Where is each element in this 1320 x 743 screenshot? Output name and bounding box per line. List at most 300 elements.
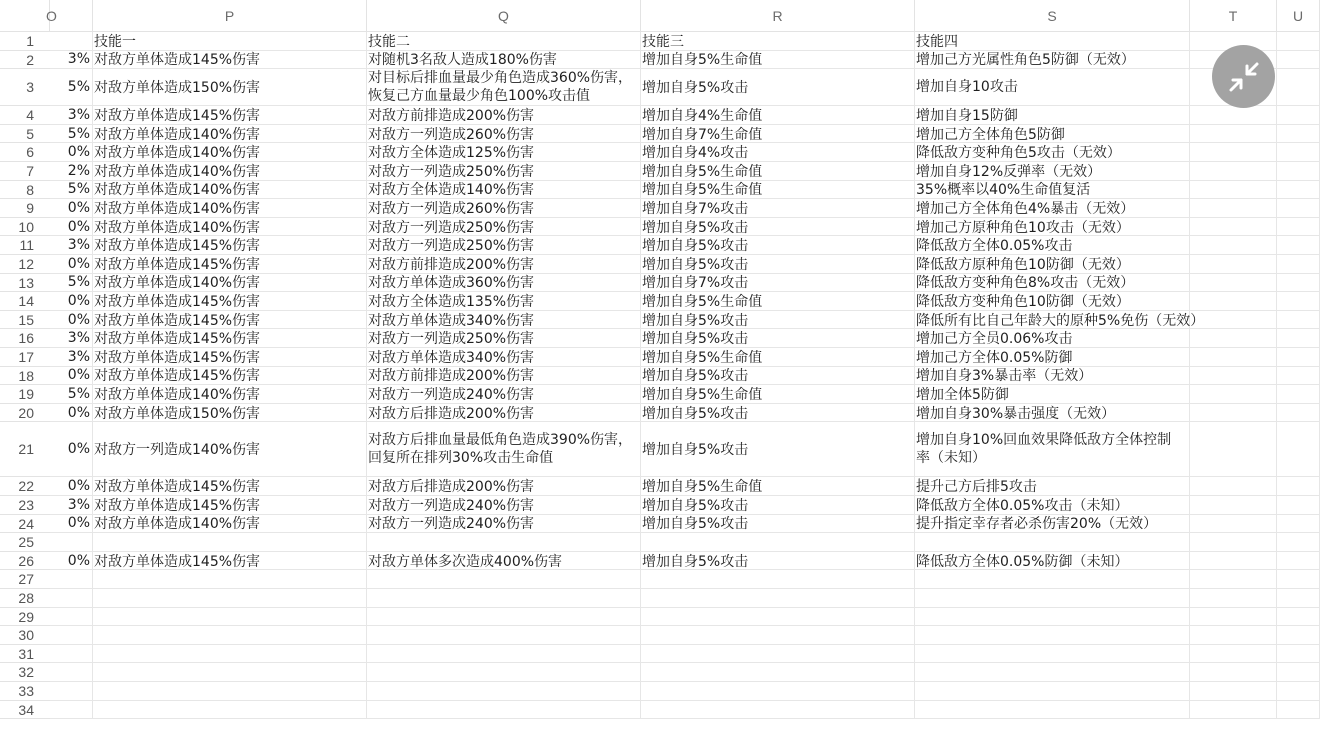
row-header[interactable]: 4 bbox=[0, 106, 50, 125]
cell-o-5[interactable] bbox=[50, 125, 93, 144]
cell-q-29[interactable] bbox=[367, 608, 641, 627]
cell-r-18[interactable] bbox=[641, 367, 915, 386]
cell-u-30[interactable] bbox=[1277, 626, 1320, 645]
cell-s-33[interactable] bbox=[915, 682, 1190, 701]
cell-t-23[interactable] bbox=[1190, 496, 1277, 515]
cell-t-13[interactable] bbox=[1190, 274, 1277, 293]
cell-s-12[interactable] bbox=[915, 255, 1190, 274]
row-header[interactable]: 20 bbox=[0, 404, 50, 423]
cell-text: 增加自身7%生命值 bbox=[642, 126, 763, 143]
cell-text: 对敌方单体造成145%伤害 bbox=[94, 107, 261, 124]
cell-p-5[interactable] bbox=[93, 125, 367, 144]
cell-r-33[interactable] bbox=[641, 682, 915, 701]
select-all-corner[interactable] bbox=[0, 0, 50, 32]
cell-q-18[interactable] bbox=[367, 367, 641, 386]
cell-r-11[interactable] bbox=[641, 236, 915, 255]
row-header[interactable]: 10 bbox=[0, 218, 50, 237]
cell-o-18[interactable] bbox=[50, 367, 93, 386]
cell-u-13[interactable] bbox=[1277, 274, 1320, 293]
row-header[interactable]: 15 bbox=[0, 311, 50, 330]
cell-o-30[interactable] bbox=[50, 626, 93, 645]
cell-o-27[interactable] bbox=[50, 570, 93, 589]
cell-t-20[interactable] bbox=[1190, 404, 1277, 423]
cell-r-21[interactable] bbox=[641, 422, 915, 477]
cell-r-22[interactable] bbox=[641, 477, 915, 496]
cell-o-11[interactable] bbox=[50, 236, 93, 255]
cell-u-3[interactable] bbox=[1277, 69, 1320, 106]
cell-text: 增加自身5%攻击 bbox=[642, 497, 749, 514]
column-header-u[interactable]: U bbox=[1277, 0, 1320, 32]
cell-q-30[interactable] bbox=[367, 626, 641, 645]
cell-q-23[interactable] bbox=[367, 496, 641, 515]
cell-u-15[interactable] bbox=[1277, 311, 1320, 330]
cell-r-34[interactable] bbox=[641, 701, 915, 720]
cell-q-25[interactable] bbox=[367, 533, 641, 552]
cell-s-18[interactable] bbox=[915, 367, 1190, 386]
cell-o-10[interactable] bbox=[50, 218, 93, 237]
cell-s-28[interactable] bbox=[915, 589, 1190, 608]
cell-o-15[interactable] bbox=[50, 311, 93, 330]
cell-r-5[interactable] bbox=[641, 125, 915, 144]
cell-q-15[interactable] bbox=[367, 311, 641, 330]
row-header[interactable]: 27 bbox=[0, 570, 50, 589]
cell-r-9[interactable] bbox=[641, 199, 915, 218]
cell-q-3[interactable] bbox=[367, 69, 641, 106]
cell-t-27[interactable] bbox=[1190, 570, 1277, 589]
cell-p-16[interactable] bbox=[93, 329, 367, 348]
cell-s-11[interactable] bbox=[915, 236, 1190, 255]
cell-t-5[interactable] bbox=[1190, 125, 1277, 144]
cell-t-15[interactable] bbox=[1190, 311, 1277, 330]
row-header[interactable]: 19 bbox=[0, 385, 50, 404]
cell-u-14[interactable] bbox=[1277, 292, 1320, 311]
cell-s-19[interactable] bbox=[915, 385, 1190, 404]
cell-q-6[interactable] bbox=[367, 143, 641, 162]
cell-p-2[interactable] bbox=[93, 51, 367, 70]
cell-s-10[interactable] bbox=[915, 218, 1190, 237]
cell-p-8[interactable] bbox=[93, 181, 367, 200]
cell-t-10[interactable] bbox=[1190, 218, 1277, 237]
cell-t-11[interactable] bbox=[1190, 236, 1277, 255]
row-header[interactable]: 32 bbox=[0, 663, 50, 682]
cell-r-6[interactable] bbox=[641, 143, 915, 162]
cell-s-17[interactable] bbox=[915, 348, 1190, 367]
cell-text: 增加自身5%攻击 bbox=[642, 405, 749, 422]
cell-u-18[interactable] bbox=[1277, 367, 1320, 386]
cell-o-24[interactable] bbox=[50, 515, 93, 534]
cell-s-27[interactable] bbox=[915, 570, 1190, 589]
cell-o-32[interactable] bbox=[50, 663, 93, 682]
row-header[interactable]: 21 bbox=[0, 422, 50, 477]
cell-p-32[interactable] bbox=[93, 663, 367, 682]
cell-s-3[interactable] bbox=[915, 69, 1190, 106]
cell-u-12[interactable] bbox=[1277, 255, 1320, 274]
cell-u-34[interactable] bbox=[1277, 701, 1320, 720]
cell-r-10[interactable] bbox=[641, 218, 915, 237]
cell-o-33[interactable] bbox=[50, 682, 93, 701]
cell-o-17[interactable] bbox=[50, 348, 93, 367]
row-header[interactable]: 23 bbox=[0, 496, 50, 515]
row-header[interactable]: 3 bbox=[0, 69, 50, 106]
cell-r-2[interactable] bbox=[641, 51, 915, 70]
cell-r-4[interactable] bbox=[641, 106, 915, 125]
cell-s-32[interactable] bbox=[915, 663, 1190, 682]
cell-r-8[interactable] bbox=[641, 181, 915, 200]
column-header-o[interactable] bbox=[46, 0, 93, 32]
cell-u-5[interactable] bbox=[1277, 125, 1320, 144]
cell-p-12[interactable] bbox=[93, 255, 367, 274]
cell-p-6[interactable] bbox=[93, 143, 367, 162]
cell-s-7[interactable] bbox=[915, 162, 1190, 181]
cell-q-21[interactable] bbox=[367, 422, 641, 477]
cell-u-27[interactable] bbox=[1277, 570, 1320, 589]
cell-r-17[interactable] bbox=[641, 348, 915, 367]
cell-t-34[interactable] bbox=[1190, 701, 1277, 720]
cell-o-19[interactable] bbox=[50, 385, 93, 404]
row-header[interactable]: 12 bbox=[0, 255, 50, 274]
cell-text: 对敌方单体造成145%伤害 bbox=[94, 312, 261, 329]
column-header-q[interactable]: Q bbox=[367, 0, 641, 32]
cell-r-23[interactable] bbox=[641, 496, 915, 515]
cell-r-14[interactable] bbox=[641, 292, 915, 311]
cell-text: 对敌方一列造成250%伤害 bbox=[368, 238, 535, 255]
row-header[interactable]: 33 bbox=[0, 682, 50, 701]
cell-q-9[interactable] bbox=[367, 199, 641, 218]
row-header[interactable]: 22 bbox=[0, 477, 50, 496]
cell-r-27[interactable] bbox=[641, 570, 915, 589]
cell-t-26[interactable] bbox=[1190, 552, 1277, 571]
cell-u-1[interactable] bbox=[1277, 32, 1320, 51]
cell-q-19[interactable] bbox=[367, 385, 641, 404]
cell-u-4[interactable] bbox=[1277, 106, 1320, 125]
cell-p-28[interactable] bbox=[93, 589, 367, 608]
cell-text: 3% bbox=[67, 51, 90, 68]
cell-q-1[interactable] bbox=[367, 32, 641, 51]
cell-o-28[interactable] bbox=[50, 589, 93, 608]
cell-o-3[interactable] bbox=[50, 69, 93, 106]
cell-t-12[interactable] bbox=[1190, 255, 1277, 274]
cell-o-14[interactable] bbox=[50, 292, 93, 311]
cell-text: 增加自身3%暴击率（无效） bbox=[916, 368, 1093, 385]
cell-u-17[interactable] bbox=[1277, 348, 1320, 367]
cell-r-16[interactable] bbox=[641, 329, 915, 348]
cell-r-20[interactable] bbox=[641, 404, 915, 423]
cell-q-4[interactable] bbox=[367, 106, 641, 125]
cell-t-6[interactable] bbox=[1190, 143, 1277, 162]
cell-s-14[interactable] bbox=[915, 292, 1190, 311]
cell-r-3[interactable] bbox=[641, 69, 915, 106]
cell-p-34[interactable] bbox=[93, 701, 367, 720]
exit-fullscreen-button[interactable] bbox=[1212, 45, 1275, 108]
cell-p-23[interactable] bbox=[93, 496, 367, 515]
row-header[interactable]: 30 bbox=[0, 626, 50, 645]
row-header[interactable]: 25 bbox=[0, 533, 50, 552]
cell-p-13[interactable] bbox=[93, 274, 367, 293]
cell-u-24[interactable] bbox=[1277, 515, 1320, 534]
cell-p-14[interactable] bbox=[93, 292, 367, 311]
cell-text: 3% bbox=[67, 330, 90, 347]
row-header[interactable]: 11 bbox=[0, 236, 50, 255]
cell-s-15[interactable] bbox=[915, 311, 1205, 330]
cell-t-9[interactable] bbox=[1190, 199, 1277, 218]
cell-r-29[interactable] bbox=[641, 608, 915, 627]
cell-text: 降低敌方变种角色10防御（无效） bbox=[916, 293, 1130, 310]
cell-o-2[interactable] bbox=[50, 51, 93, 70]
cell-o-1[interactable] bbox=[50, 32, 93, 51]
cell-u-26[interactable] bbox=[1277, 552, 1320, 571]
cell-r-15[interactable] bbox=[641, 311, 915, 330]
cell-o-31[interactable] bbox=[50, 645, 93, 664]
cell-s-25[interactable] bbox=[915, 533, 1190, 552]
cell-r-13[interactable] bbox=[641, 274, 915, 293]
cell-u-2[interactable] bbox=[1277, 51, 1320, 70]
cell-s-9[interactable] bbox=[915, 199, 1190, 218]
cell-s-22[interactable] bbox=[915, 477, 1190, 496]
cell-o-23[interactable] bbox=[50, 496, 93, 515]
cell-q-20[interactable] bbox=[367, 404, 641, 423]
row-header[interactable]: 14 bbox=[0, 292, 50, 311]
cell-p-20[interactable] bbox=[93, 404, 367, 423]
column-header-r[interactable]: R bbox=[641, 0, 915, 32]
cell-r-7[interactable] bbox=[641, 162, 915, 181]
cell-r-30[interactable] bbox=[641, 626, 915, 645]
cell-s-2[interactable] bbox=[915, 51, 1190, 70]
cell-u-28[interactable] bbox=[1277, 589, 1320, 608]
cell-q-28[interactable] bbox=[367, 589, 641, 608]
cell-o-34[interactable] bbox=[50, 701, 93, 720]
cell-s-4[interactable] bbox=[915, 106, 1190, 125]
cell-text: 对敌方单体造成140%伤害 bbox=[94, 145, 261, 162]
cell-q-26[interactable] bbox=[367, 552, 641, 571]
column-header-s[interactable]: S bbox=[915, 0, 1190, 32]
cell-q-10[interactable] bbox=[367, 218, 641, 237]
cell-text: 降低所有比自己年龄大的原种5%免伤（无效） bbox=[916, 312, 1205, 329]
cell-o-9[interactable] bbox=[50, 199, 93, 218]
cell-q-34[interactable] bbox=[367, 701, 641, 720]
cell-t-24[interactable] bbox=[1190, 515, 1277, 534]
cell-t-29[interactable] bbox=[1190, 608, 1277, 627]
cell-q-7[interactable] bbox=[367, 162, 641, 181]
row-header[interactable]: 1 bbox=[0, 32, 50, 51]
cell-t-16[interactable] bbox=[1190, 329, 1277, 348]
cell-u-10[interactable] bbox=[1277, 218, 1320, 237]
cell-text: 5% bbox=[67, 181, 90, 198]
cell-p-18[interactable] bbox=[93, 367, 367, 386]
cell-o-7[interactable] bbox=[50, 162, 93, 181]
cell-s-31[interactable] bbox=[915, 645, 1190, 664]
cell-p-11[interactable] bbox=[93, 236, 367, 255]
cell-t-33[interactable] bbox=[1190, 682, 1277, 701]
cell-t-30[interactable] bbox=[1190, 626, 1277, 645]
row-header[interactable]: 9 bbox=[0, 199, 50, 218]
cell-p-10[interactable] bbox=[93, 218, 367, 237]
cell-u-25[interactable] bbox=[1277, 533, 1320, 552]
cell-text: 提升指定幸存者必杀伤害20%（无效） bbox=[916, 516, 1158, 533]
column-header-o-label: O bbox=[46, 8, 57, 24]
cell-s-5[interactable] bbox=[915, 125, 1190, 144]
cell-text: 对敌方单体造成140%伤害 bbox=[94, 200, 261, 217]
row-header[interactable]: 34 bbox=[0, 701, 50, 720]
row-header[interactable]: 13 bbox=[0, 274, 50, 293]
column-header-p[interactable]: P bbox=[93, 0, 367, 32]
cell-text: 增加己方光属性角色5防御（无效） bbox=[916, 52, 1135, 69]
cell-s-21[interactable] bbox=[915, 422, 1190, 477]
cell-text: 对敌方后排造成200%伤害 bbox=[368, 405, 535, 422]
cell-q-12[interactable] bbox=[367, 255, 641, 274]
row-header[interactable]: 17 bbox=[0, 348, 50, 367]
cell-u-21[interactable] bbox=[1277, 422, 1320, 477]
cell-q-31[interactable] bbox=[367, 645, 641, 664]
cell-t-25[interactable] bbox=[1190, 533, 1277, 552]
cell-p-9[interactable] bbox=[93, 199, 367, 218]
cell-r-24[interactable] bbox=[641, 515, 915, 534]
cell-q-13[interactable] bbox=[367, 274, 641, 293]
cell-t-7[interactable] bbox=[1190, 162, 1277, 181]
cell-t-28[interactable] bbox=[1190, 589, 1277, 608]
cell-t-17[interactable] bbox=[1190, 348, 1277, 367]
row-header[interactable]: 26 bbox=[0, 552, 50, 571]
cell-t-19[interactable] bbox=[1190, 385, 1277, 404]
cell-u-33[interactable] bbox=[1277, 682, 1320, 701]
cell-r-19[interactable] bbox=[641, 385, 915, 404]
cell-text: 增加自身5%攻击 bbox=[642, 256, 749, 273]
cell-r-31[interactable] bbox=[641, 645, 915, 664]
cell-q-16[interactable] bbox=[367, 329, 641, 348]
cell-t-4[interactable] bbox=[1190, 106, 1277, 125]
cell-s-34[interactable] bbox=[915, 701, 1190, 720]
row-header[interactable]: 29 bbox=[0, 608, 50, 627]
cell-p-21[interactable] bbox=[93, 422, 367, 477]
cell-q-33[interactable] bbox=[367, 682, 641, 701]
cell-o-25[interactable] bbox=[50, 533, 93, 552]
cell-o-12[interactable] bbox=[50, 255, 93, 274]
cell-t-8[interactable] bbox=[1190, 181, 1277, 200]
cell-t-31[interactable] bbox=[1190, 645, 1277, 664]
cell-s-20[interactable] bbox=[915, 404, 1190, 423]
cell-q-22[interactable] bbox=[367, 477, 641, 496]
cell-o-29[interactable] bbox=[50, 608, 93, 627]
cell-q-24[interactable] bbox=[367, 515, 641, 534]
cell-p-17[interactable] bbox=[93, 348, 367, 367]
cell-u-11[interactable] bbox=[1277, 236, 1320, 255]
cell-s-6[interactable] bbox=[915, 143, 1190, 162]
cell-u-22[interactable] bbox=[1277, 477, 1320, 496]
row-header[interactable]: 2 bbox=[0, 51, 50, 70]
cell-p-27[interactable] bbox=[93, 570, 367, 589]
cell-u-6[interactable] bbox=[1277, 143, 1320, 162]
cell-p-19[interactable] bbox=[93, 385, 367, 404]
cell-u-16[interactable] bbox=[1277, 329, 1320, 348]
cell-p-24[interactable] bbox=[93, 515, 367, 534]
cell-s-23[interactable] bbox=[915, 496, 1190, 515]
cell-u-19[interactable] bbox=[1277, 385, 1320, 404]
cell-p-26[interactable] bbox=[93, 552, 367, 571]
cell-q-32[interactable] bbox=[367, 663, 641, 682]
cell-p-22[interactable] bbox=[93, 477, 367, 496]
row-header[interactable]: 5 bbox=[0, 125, 50, 144]
cell-p-30[interactable] bbox=[93, 626, 367, 645]
cell-q-17[interactable] bbox=[367, 348, 641, 367]
cell-s-26[interactable] bbox=[915, 552, 1190, 571]
cell-o-8[interactable] bbox=[50, 181, 93, 200]
cell-p-4[interactable] bbox=[93, 106, 367, 125]
cell-s-16[interactable] bbox=[915, 329, 1190, 348]
cell-t-18[interactable] bbox=[1190, 367, 1277, 386]
cell-text: 降低敌方全体0.05%防御（未知） bbox=[916, 553, 1129, 570]
cell-o-21[interactable] bbox=[50, 422, 93, 477]
row-header[interactable]: 28 bbox=[0, 589, 50, 608]
cell-t-21[interactable] bbox=[1190, 422, 1277, 477]
cell-p-31[interactable] bbox=[93, 645, 367, 664]
cell-r-1[interactable] bbox=[641, 32, 915, 51]
cell-u-31[interactable] bbox=[1277, 645, 1320, 664]
row-header[interactable]: 31 bbox=[0, 645, 50, 664]
cell-t-14[interactable] bbox=[1190, 292, 1277, 311]
cell-text: 增加己方全员0.06%攻击 bbox=[916, 331, 1073, 348]
row-header[interactable]: 8 bbox=[0, 181, 50, 200]
cell-u-23[interactable] bbox=[1277, 496, 1320, 515]
cell-t-32[interactable] bbox=[1190, 663, 1277, 682]
cell-s-8[interactable] bbox=[915, 181, 1190, 200]
row-header[interactable]: 18 bbox=[0, 367, 50, 386]
column-header-t[interactable]: T bbox=[1190, 0, 1277, 32]
row-header[interactable]: 7 bbox=[0, 162, 50, 181]
cell-s-13[interactable] bbox=[915, 274, 1190, 293]
cell-s-24[interactable] bbox=[915, 515, 1190, 534]
row-header[interactable]: 6 bbox=[0, 143, 50, 162]
cell-p-3[interactable] bbox=[93, 69, 367, 106]
cell-o-20[interactable] bbox=[50, 404, 93, 423]
cell-o-4[interactable] bbox=[50, 106, 93, 125]
cell-u-7[interactable] bbox=[1277, 162, 1320, 181]
row-header[interactable]: 16 bbox=[0, 329, 50, 348]
cell-u-8[interactable] bbox=[1277, 181, 1320, 200]
cell-u-20[interactable] bbox=[1277, 404, 1320, 423]
cell-q-8[interactable] bbox=[367, 181, 641, 200]
cell-p-1[interactable] bbox=[93, 32, 367, 51]
row-header[interactable]: 24 bbox=[0, 515, 50, 534]
cell-p-25[interactable] bbox=[93, 533, 367, 552]
cell-s-1[interactable] bbox=[915, 32, 1190, 51]
cell-o-22[interactable] bbox=[50, 477, 93, 496]
cell-u-29[interactable] bbox=[1277, 608, 1320, 627]
cell-t-22[interactable] bbox=[1190, 477, 1277, 496]
cell-o-26[interactable] bbox=[50, 552, 93, 571]
cell-q-14[interactable] bbox=[367, 292, 641, 311]
cell-q-11[interactable] bbox=[367, 236, 641, 255]
cell-r-28[interactable] bbox=[641, 589, 915, 608]
cell-s-30[interactable] bbox=[915, 626, 1190, 645]
cell-o-13[interactable] bbox=[50, 274, 93, 293]
cell-r-26[interactable] bbox=[641, 552, 915, 571]
cell-r-32[interactable] bbox=[641, 663, 915, 682]
cell-p-15[interactable] bbox=[93, 311, 367, 330]
cell-r-12[interactable] bbox=[641, 255, 915, 274]
cell-o-6[interactable] bbox=[50, 143, 93, 162]
cell-p-33[interactable] bbox=[93, 682, 367, 701]
cell-q-5[interactable] bbox=[367, 125, 641, 144]
cell-q-2[interactable] bbox=[367, 51, 641, 70]
cell-u-32[interactable] bbox=[1277, 663, 1320, 682]
cell-p-7[interactable] bbox=[93, 162, 367, 181]
cell-r-25[interactable] bbox=[641, 533, 915, 552]
cell-o-16[interactable] bbox=[50, 329, 93, 348]
cell-text: 0% bbox=[67, 367, 90, 384]
cell-s-29[interactable] bbox=[915, 608, 1190, 627]
cell-u-9[interactable] bbox=[1277, 199, 1320, 218]
cell-p-29[interactable] bbox=[93, 608, 367, 627]
cell-q-27[interactable] bbox=[367, 570, 641, 589]
